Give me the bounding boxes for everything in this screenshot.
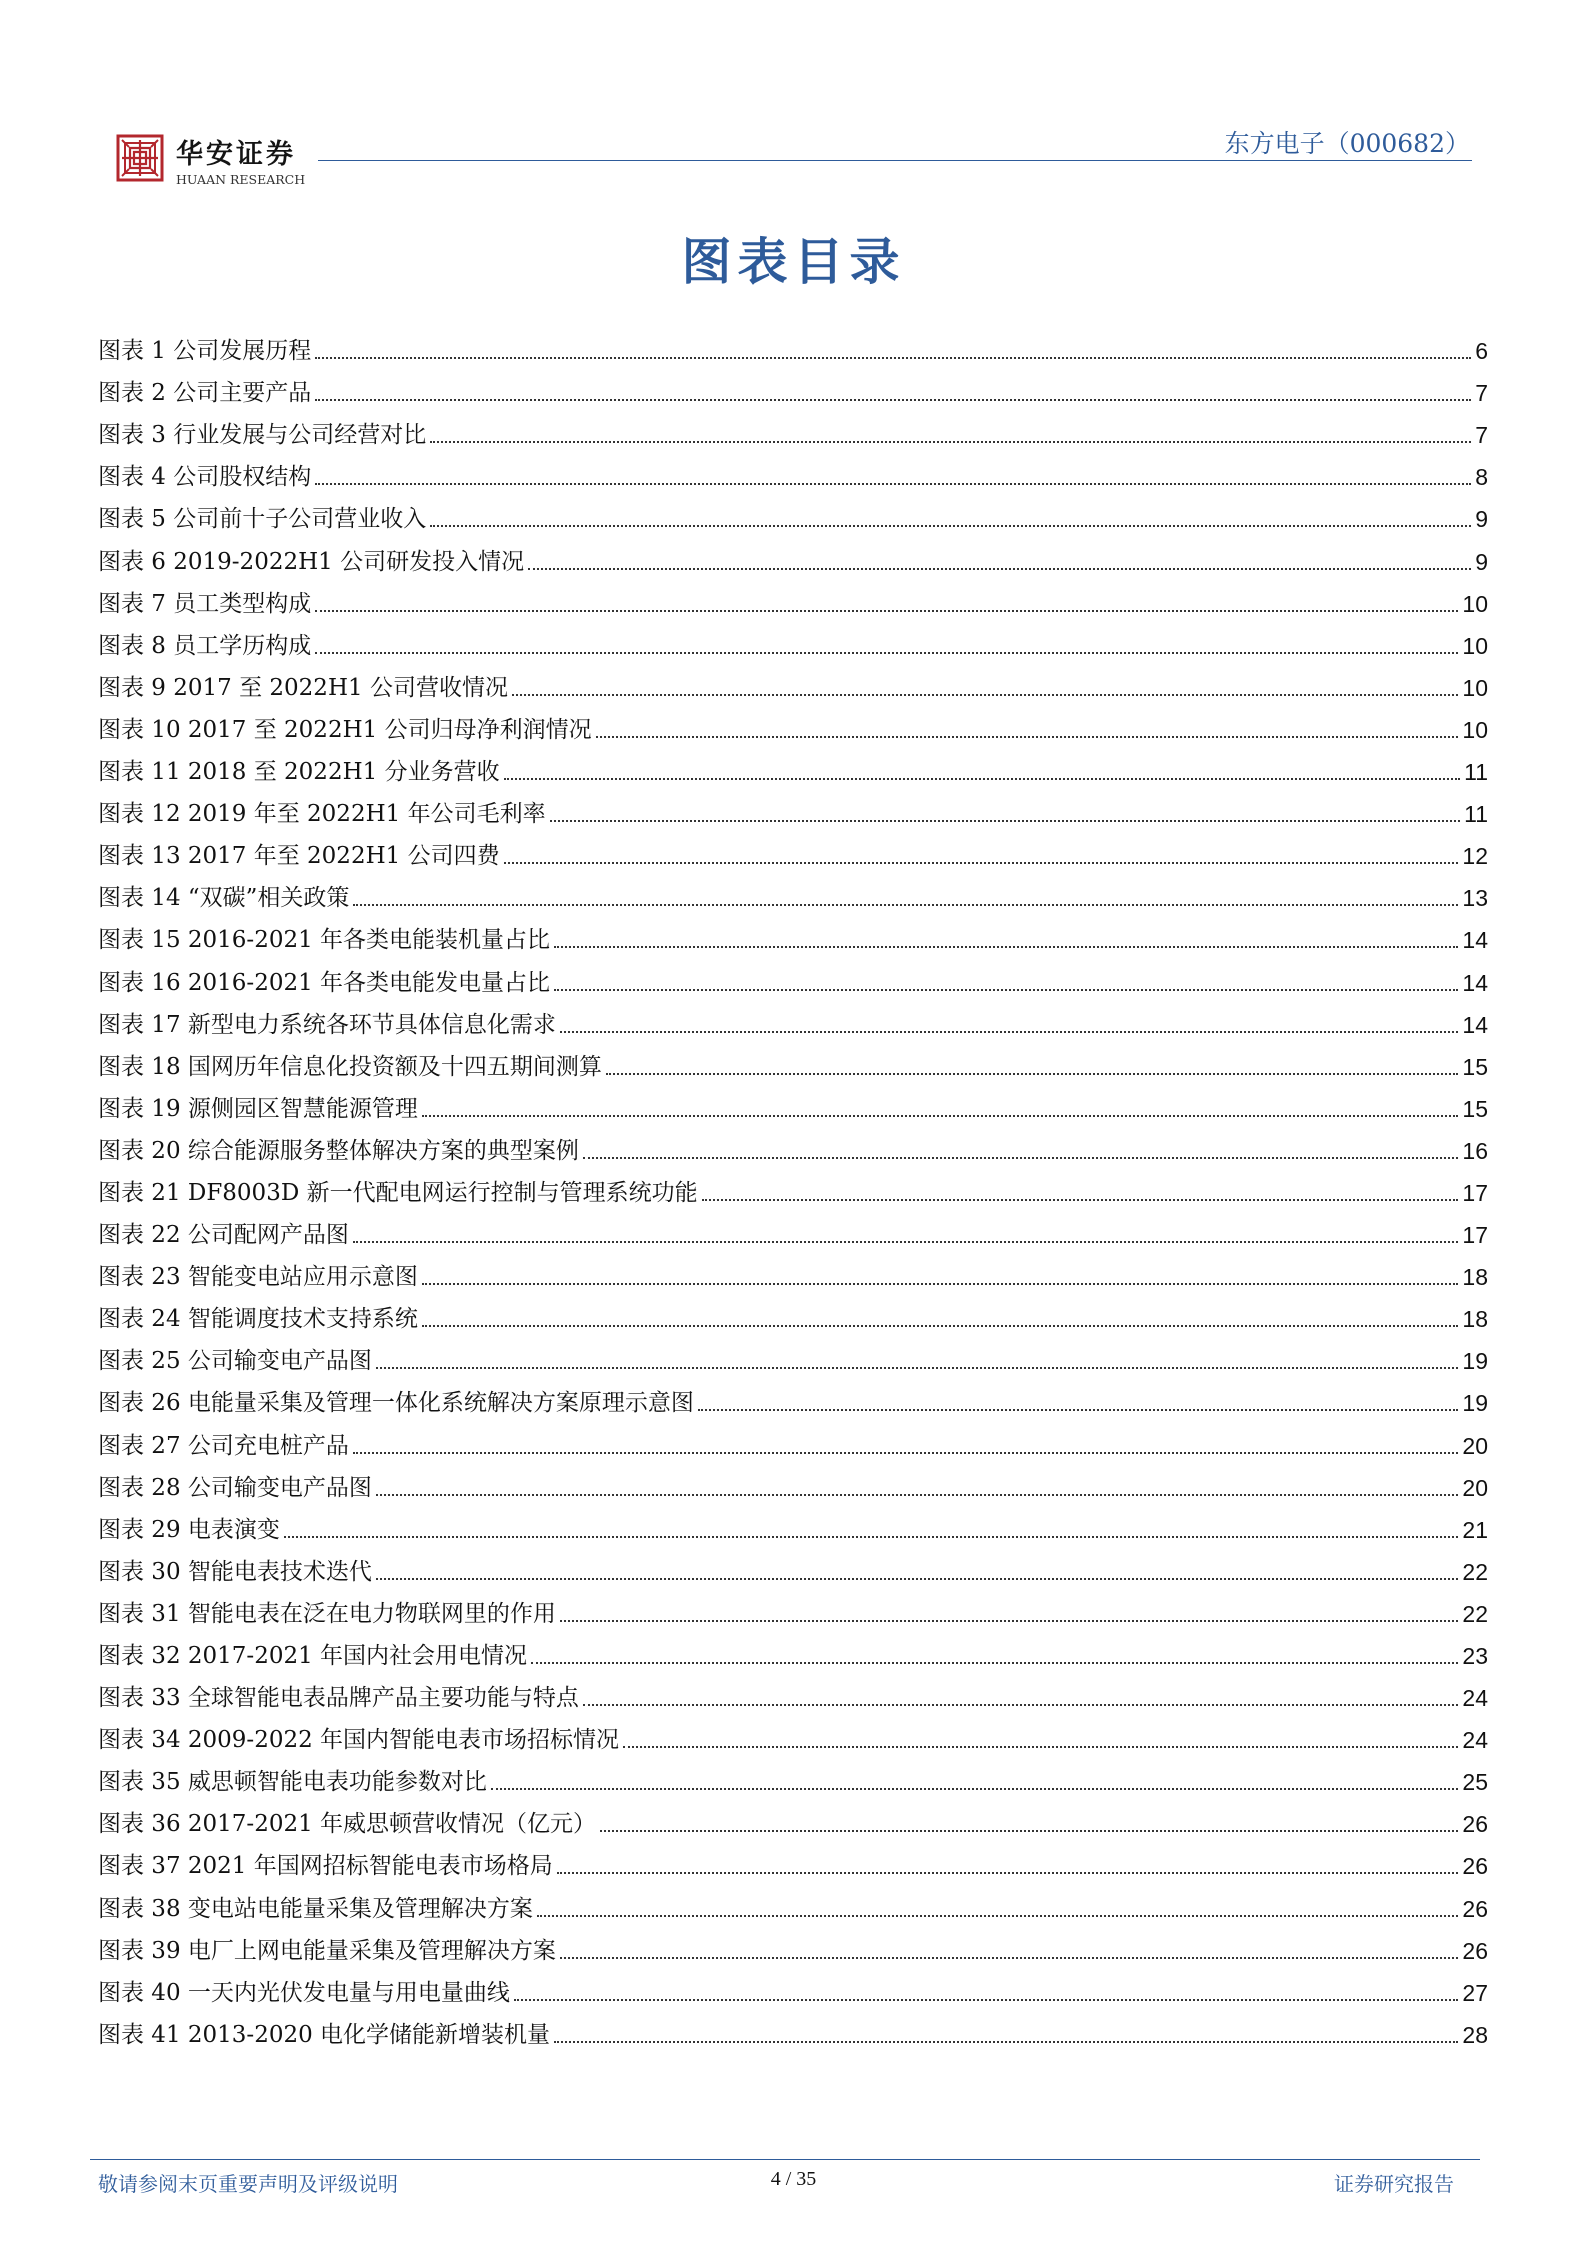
toc-entry-title: 图表 39 电厂上网电能量采集及管理解决方案 bbox=[98, 1937, 556, 1964]
toc-entry[interactable] bbox=[98, 913, 1488, 955]
toc-entry[interactable] bbox=[98, 577, 1488, 619]
toc-dot-leader bbox=[284, 1536, 1459, 1538]
toc-entry-title: 图表 25 公司输变电产品图 bbox=[98, 1348, 372, 1375]
toc-entry[interactable] bbox=[98, 1587, 1488, 1629]
toc-entry[interactable] bbox=[98, 1208, 1488, 1250]
brand-name: 华安证券 bbox=[176, 139, 296, 170]
toc-list bbox=[98, 324, 1488, 2050]
toc-dot-leader bbox=[528, 568, 1471, 570]
toc-entry-page: 10 bbox=[1462, 674, 1488, 701]
toc-entry[interactable] bbox=[98, 998, 1488, 1040]
toc-dot-leader bbox=[583, 1704, 1459, 1706]
toc-dot-leader bbox=[315, 483, 1471, 485]
toc-entry-title: 图表 10 2017 至 2022H1 公司归母净利润情况 bbox=[98, 716, 592, 743]
toc-entry-page: 22 bbox=[1462, 1558, 1488, 1585]
toc-entry-page: 26 bbox=[1462, 1853, 1488, 1880]
toc-dot-leader bbox=[512, 694, 1458, 696]
toc-entry-title: 图表 22 公司配网产品图 bbox=[98, 1222, 349, 1249]
toc-dot-leader bbox=[315, 399, 1471, 401]
toc-entry-title: 图表 40 一天内光伏发电量与用电量曲线 bbox=[98, 1979, 510, 2006]
toc-entry[interactable] bbox=[98, 955, 1488, 997]
toc-entry-page: 6 bbox=[1475, 338, 1488, 365]
header-divider bbox=[318, 160, 1472, 161]
toc-title: 图表目录 bbox=[681, 232, 906, 291]
toc-entry-title: 图表 35 威思顿智能电表功能参数对比 bbox=[98, 1769, 487, 1796]
toc-entry-page: 10 bbox=[1462, 590, 1488, 617]
toc-entry-page: 20 bbox=[1462, 1474, 1488, 1501]
toc-entry-page: 25 bbox=[1462, 1769, 1488, 1796]
toc-dot-leader bbox=[600, 1830, 1458, 1832]
toc-entry[interactable] bbox=[98, 703, 1488, 745]
toc-entry-page: 12 bbox=[1462, 843, 1488, 870]
toc-entry-page: 15 bbox=[1462, 1095, 1488, 1122]
toc-entry[interactable] bbox=[98, 324, 1488, 366]
toc-entry-page: 14 bbox=[1462, 1011, 1488, 1038]
toc-entry-title: 图表 12 2019 年至 2022H1 年公司毛利率 bbox=[98, 801, 546, 828]
toc-dot-leader bbox=[623, 1746, 1458, 1748]
toc-entry[interactable] bbox=[98, 1924, 1488, 1966]
toc-entry-page: 19 bbox=[1462, 1348, 1488, 1375]
footer-divider bbox=[90, 2159, 1480, 2160]
toc-entry-page: 26 bbox=[1462, 1895, 1488, 1922]
toc-entry-title: 图表 14 “双碳”相关政策 bbox=[98, 885, 350, 912]
toc-entry[interactable] bbox=[98, 1461, 1488, 1503]
toc-dot-leader bbox=[422, 1325, 1459, 1327]
toc-entry[interactable] bbox=[98, 1966, 1488, 2008]
toc-entry-title: 图表 13 2017 年至 2022H1 公司四费 bbox=[98, 843, 500, 870]
stock-name: 东方电子（000682） bbox=[1224, 129, 1470, 158]
toc-dot-leader bbox=[554, 989, 1458, 991]
toc-entry-title: 图表 37 2021 年国网招标智能电表市场格局 bbox=[98, 1853, 553, 1880]
toc-entry-title: 图表 28 公司输变电产品图 bbox=[98, 1474, 372, 1501]
toc-dot-leader bbox=[376, 1578, 1459, 1580]
toc-dot-leader bbox=[376, 1494, 1459, 1496]
toc-entry-title: 图表 27 公司充电桩产品 bbox=[98, 1432, 349, 1459]
toc-dot-leader bbox=[606, 1073, 1459, 1075]
toc-entry-title: 图表 4 公司股权结构 bbox=[98, 464, 312, 491]
toc-entry-title: 图表 23 智能变电站应用示意图 bbox=[98, 1264, 418, 1291]
toc-dot-leader bbox=[583, 1157, 1459, 1159]
toc-dot-leader bbox=[430, 525, 1471, 527]
toc-dot-leader bbox=[353, 904, 1458, 906]
toc-entry-title: 图表 34 2009-2022 年国内智能电表市场招标情况 bbox=[98, 1727, 620, 1754]
toc-entry-page: 9 bbox=[1475, 548, 1488, 575]
toc-dot-leader bbox=[430, 441, 1471, 443]
toc-entry-title: 图表 32 2017-2021 年国内社会用电情况 bbox=[98, 1643, 528, 1669]
footer-disclaimer: 敬请参阅末页重要声明及评级说明 bbox=[98, 2172, 398, 2196]
toc-entry-page: 24 bbox=[1462, 1685, 1488, 1712]
toc-entry-title: 图表 3 行业发展与公司经营对比 bbox=[98, 422, 427, 449]
toc-dot-leader bbox=[315, 652, 1458, 654]
toc-entry-page: 20 bbox=[1462, 1432, 1488, 1459]
toc-entry-title: 图表 1 公司发展历程 bbox=[98, 338, 312, 365]
toc-dot-leader bbox=[514, 1999, 1459, 2001]
toc-entry-page: 19 bbox=[1462, 1390, 1488, 1417]
toc-entry[interactable] bbox=[98, 661, 1488, 703]
toc-entry-page: 16 bbox=[1462, 1137, 1488, 1164]
toc-entry[interactable] bbox=[98, 1797, 1488, 1839]
toc-entry[interactable] bbox=[98, 366, 1488, 408]
toc-entry-title: 图表 11 2018 至 2022H1 分业务营收 bbox=[98, 759, 500, 786]
toc-entry-page: 26 bbox=[1462, 1811, 1488, 1838]
toc-entry[interactable] bbox=[98, 534, 1488, 576]
toc-entry[interactable] bbox=[98, 408, 1488, 450]
toc-entry[interactable] bbox=[98, 1418, 1488, 1460]
toc-entry-title: 图表 30 智能电表技术迭代 bbox=[98, 1558, 372, 1585]
toc-dot-leader bbox=[504, 778, 1461, 780]
toc-dot-leader bbox=[422, 1115, 1459, 1117]
toc-entry-page: 11 bbox=[1464, 801, 1488, 828]
toc-entry[interactable] bbox=[98, 1839, 1488, 1881]
toc-entry[interactable] bbox=[98, 1881, 1488, 1923]
toc-dot-leader bbox=[537, 1915, 1459, 1917]
huaan-seal-logo-icon bbox=[116, 134, 164, 182]
toc-entry-page: 8 bbox=[1475, 464, 1488, 491]
toc-entry[interactable] bbox=[98, 787, 1488, 829]
toc-dot-leader bbox=[557, 1872, 1459, 1874]
toc-entry[interactable] bbox=[98, 1250, 1488, 1292]
toc-entry[interactable] bbox=[98, 745, 1488, 787]
toc-dot-leader bbox=[531, 1662, 1458, 1664]
toc-dot-leader bbox=[315, 610, 1458, 612]
toc-entry-title: 图表 29 电表演变 bbox=[98, 1516, 280, 1543]
page-indicator: 4 / 35 bbox=[770, 2168, 817, 2190]
toc-dot-leader bbox=[554, 2041, 1458, 2043]
toc-entry[interactable] bbox=[98, 1545, 1488, 1587]
toc-entry-title: 图表 2 公司主要产品 bbox=[98, 380, 312, 407]
toc-entry-page: 28 bbox=[1462, 2021, 1488, 2048]
toc-entry-title: 图表 36 2017-2021 年威思顿营收情况（亿元） bbox=[98, 1811, 597, 1838]
toc-entry-page: 21 bbox=[1462, 1516, 1488, 1543]
toc-dot-leader bbox=[596, 736, 1459, 738]
toc-entry-title: 图表 38 变电站电能量采集及管理解决方案 bbox=[98, 1895, 533, 1922]
toc-entry[interactable] bbox=[98, 1124, 1488, 1166]
toc-entry-title: 图表 6 2019-2022H1 公司研发投入情况 bbox=[98, 548, 525, 575]
toc-entry-page: 23 bbox=[1462, 1643, 1488, 1669]
toc-entry[interactable] bbox=[98, 1040, 1488, 1082]
toc-entry[interactable] bbox=[98, 871, 1488, 913]
toc-entry-title: 图表 19 源侧园区智慧能源管理 bbox=[98, 1095, 418, 1122]
toc-entry-title: 图表 21 DF8003D 新一代配电网运行控制与管理系统功能 bbox=[98, 1179, 698, 1206]
toc-dot-leader bbox=[560, 1031, 1459, 1033]
toc-entry-title: 图表 24 智能调度技术支持系统 bbox=[98, 1306, 418, 1333]
toc-entry-title: 图表 8 员工学历构成 bbox=[98, 632, 312, 659]
toc-dot-leader bbox=[698, 1409, 1459, 1411]
toc-entry-page: 22 bbox=[1462, 1600, 1488, 1627]
toc-entry[interactable] bbox=[98, 1755, 1488, 1797]
toc-dot-leader bbox=[550, 820, 1461, 822]
toc-entry-page: 18 bbox=[1462, 1306, 1488, 1333]
toc-entry[interactable] bbox=[98, 1082, 1488, 1124]
toc-dot-leader bbox=[491, 1788, 1459, 1790]
toc-entry[interactable] bbox=[98, 450, 1488, 492]
toc-entry-page: 13 bbox=[1462, 885, 1488, 912]
toc-entry-page: 7 bbox=[1475, 422, 1488, 449]
toc-entry-page: 14 bbox=[1462, 969, 1488, 996]
toc-entry[interactable] bbox=[98, 492, 1488, 534]
toc-entry-title: 图表 16 2016-2021 年各类电能发电量占比 bbox=[98, 969, 551, 996]
toc-dot-leader bbox=[554, 946, 1458, 948]
toc-entry[interactable] bbox=[98, 2008, 1488, 2050]
toc-entry[interactable] bbox=[98, 1334, 1488, 1376]
toc-entry[interactable] bbox=[98, 1376, 1488, 1418]
toc-entry-page: 10 bbox=[1462, 716, 1488, 743]
toc-entry-title: 图表 26 电能量采集及管理一体化系统解决方案原理示意图 bbox=[98, 1390, 694, 1417]
toc-entry-title: 图表 20 综合能源服务整体解决方案的典型案例 bbox=[98, 1137, 579, 1164]
toc-entry-page: 9 bbox=[1475, 506, 1488, 533]
toc-entry-title: 图表 33 全球智能电表品牌产品主要功能与特点 bbox=[98, 1685, 579, 1712]
toc-entry-title: 图表 15 2016-2021 年各类电能装机量占比 bbox=[98, 927, 551, 954]
toc-dot-leader bbox=[504, 862, 1459, 864]
toc-entry-page: 18 bbox=[1462, 1264, 1488, 1291]
toc-entry-page: 26 bbox=[1462, 1937, 1488, 1964]
toc-entry-title: 图表 5 公司前十子公司营业收入 bbox=[98, 506, 427, 533]
toc-entry-page: 24 bbox=[1462, 1727, 1488, 1754]
toc-entry-page: 17 bbox=[1462, 1222, 1488, 1249]
toc-dot-leader bbox=[353, 1452, 1459, 1454]
toc-entry-page: 27 bbox=[1462, 1979, 1488, 2006]
toc-entry[interactable] bbox=[98, 619, 1488, 661]
toc-dot-leader bbox=[702, 1199, 1459, 1201]
toc-entry-title: 图表 18 国网历年信息化投资额及十四五期间测算 bbox=[98, 1053, 602, 1080]
page-header bbox=[0, 0, 1587, 200]
toc-entry-title: 图表 7 员工类型构成 bbox=[98, 590, 312, 617]
toc-entry-title: 图表 31 智能电表在泛在电力物联网里的作用 bbox=[98, 1600, 556, 1627]
toc-dot-leader bbox=[560, 1620, 1459, 1622]
toc-dot-leader bbox=[353, 1241, 1459, 1243]
toc-entry-title: 图表 17 新型电力系统各环节具体信息化需求 bbox=[98, 1011, 556, 1038]
brand-subtitle: HUAAN RESEARCH bbox=[176, 172, 306, 187]
toc-entry-page: 10 bbox=[1462, 632, 1488, 659]
toc-entry-page: 15 bbox=[1462, 1053, 1488, 1080]
toc-entry-page: 11 bbox=[1464, 759, 1488, 786]
toc-entry[interactable] bbox=[98, 1629, 1488, 1671]
toc-entry-page: 7 bbox=[1475, 380, 1488, 407]
toc-entry[interactable] bbox=[98, 1166, 1488, 1208]
toc-dot-leader bbox=[315, 357, 1471, 359]
toc-entry[interactable] bbox=[98, 1292, 1488, 1334]
toc-entry-title: 图表 9 2017 至 2022H1 公司营收情况 bbox=[98, 674, 508, 701]
toc-dot-leader bbox=[376, 1367, 1459, 1369]
toc-entry-page: 17 bbox=[1462, 1179, 1488, 1206]
toc-entry[interactable] bbox=[98, 1503, 1488, 1545]
footer-report-type: 证券研究报告 bbox=[1334, 2172, 1454, 2196]
toc-dot-leader bbox=[422, 1283, 1459, 1285]
toc-dot-leader bbox=[560, 1957, 1459, 1959]
toc-entry[interactable] bbox=[98, 829, 1488, 871]
toc-entry[interactable] bbox=[98, 1713, 1488, 1755]
toc-entry-title: 图表 41 2013-2020 电化学储能新增装机量 bbox=[98, 2021, 551, 2048]
toc-entry-page: 14 bbox=[1462, 927, 1488, 954]
toc-entry[interactable] bbox=[98, 1671, 1488, 1713]
